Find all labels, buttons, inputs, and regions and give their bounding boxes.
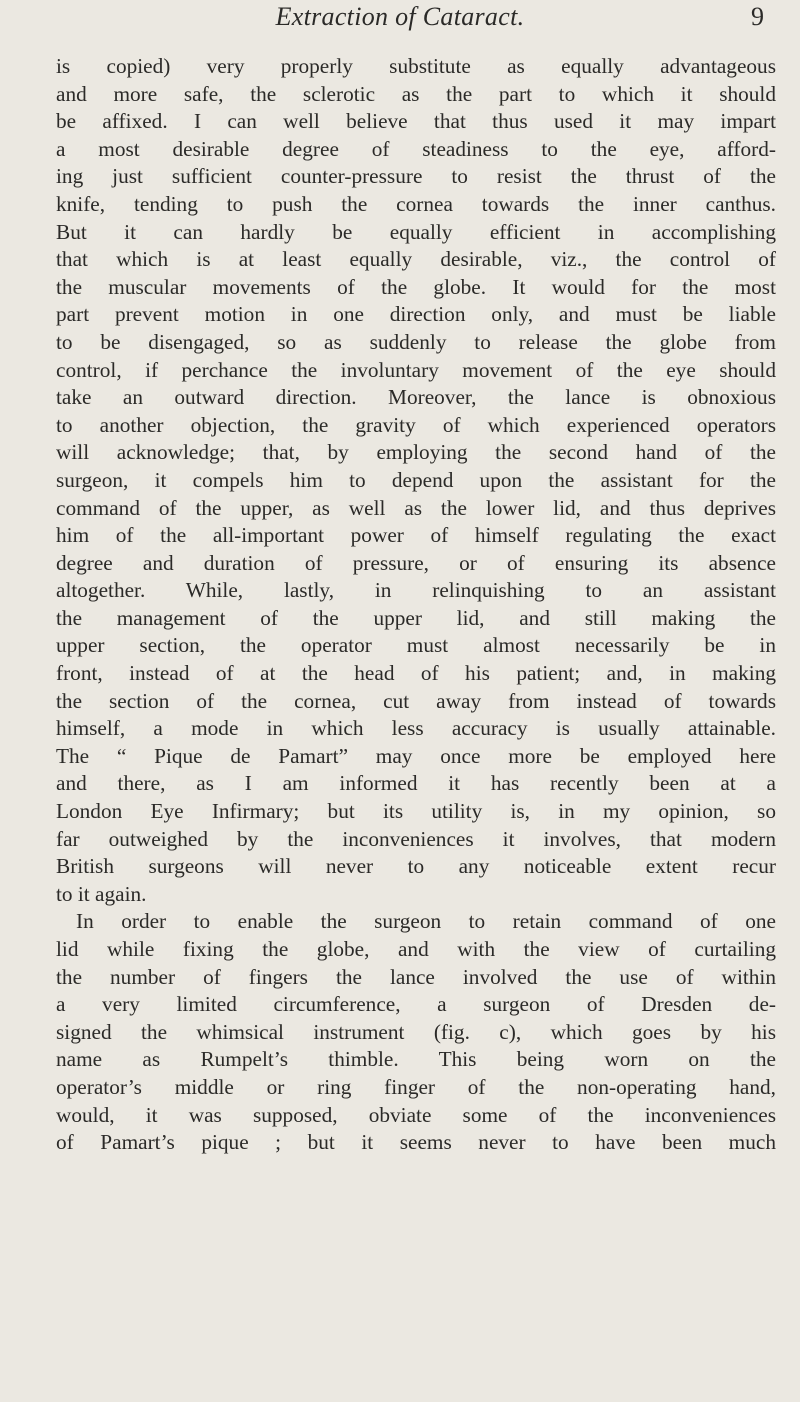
text-line: him of the all-important power of himself regulating the exact	[56, 523, 776, 548]
text-line: knife, tending to push the cornea towards the inner canthus.	[56, 191, 776, 216]
text-line: signed the whimsical instrument (fig. c), which goes by his	[56, 1019, 776, 1044]
text-line: front, instead of at the head of his patient; and, in making	[56, 661, 776, 686]
text-line: command of the upper, as well as the lower lid, and thus deprives	[56, 495, 776, 520]
text-line: upper section, the operator must almost necessarily be in	[56, 633, 776, 658]
running-header	[0, 2, 800, 32]
text-line: take an outward direction. Moreover, the lance is obnoxious	[56, 385, 776, 410]
text-line: will acknowledge; that, by employing the second hand of the	[56, 440, 776, 465]
text-line: altogether. While, lastly, in relinquishing to an assistant	[56, 578, 776, 603]
text-line: British surgeons will never to any noticeable extent recur	[56, 854, 776, 879]
text-line: a very limited circumference, a surgeon of Dresden de-	[56, 992, 776, 1017]
body-text	[56, 53, 776, 1157]
paragraph-start-line: In order to enable the surgeon to retain command of one	[76, 909, 776, 934]
text-line: London Eye Infirmary; but its utility is, in my opinion, so	[56, 799, 776, 824]
text-line: the management of the upper lid, and still making the	[56, 605, 776, 630]
text-line: control, if perchance the involuntary movement of the eye should	[56, 357, 776, 382]
running-title: Extraction of Cataract.	[275, 2, 525, 31]
text-line: the number of fingers the lance involved the use of within	[56, 964, 776, 989]
text-line: degree and duration of pressure, or of ensuring its absence	[56, 550, 776, 575]
text-line: lid while fixing the globe, and with the view of curtailing	[56, 937, 776, 961]
text-line: a most desirable degree of steadiness to the eye, afford-	[56, 136, 776, 161]
text-line: to another objection, the gravity of which experienced operators	[56, 412, 776, 437]
text-line: and more safe, the sclerotic as the part to which it should	[56, 81, 776, 106]
paragraph-end-line: to it again.	[56, 881, 147, 906]
text-line: The “ Pique de Pamart” may once more be employed here	[56, 743, 776, 768]
text-line: operator’s middle or ring finger of the non-operating hand,	[56, 1074, 776, 1099]
text-line: of Pamart’s pique ; but it seems never to have been much	[56, 1130, 776, 1155]
text-line: ing just sufficient counter-pressure to resist the thrust of the	[56, 164, 776, 189]
text-line: the muscular movements of the globe. It would for the most	[56, 274, 776, 299]
text-line: the section of the cornea, cut away from instead of towards	[56, 688, 776, 713]
text-line: far outweighed by the inconveniences it involves, that modern	[56, 826, 776, 851]
text-line: that which is at least equally desirable, viz., the control of	[56, 247, 776, 272]
text-line: to be disengaged, so as suddenly to release the globe from	[56, 329, 776, 354]
text-line: would, it was supposed, obviate some of the inconveniences	[56, 1102, 776, 1127]
text-line: himself, a mode in which less accuracy is usually attainable.	[56, 716, 776, 741]
text-line: surgeon, it compels him to depend upon the assistant for the	[56, 467, 776, 492]
text-line: and there, as I am informed it has recently been at a	[56, 771, 776, 796]
text-line: is copied) very properly substitute as equally advantageous	[56, 54, 776, 78]
text-line: But it can hardly be equally efficient in accomplishing	[56, 219, 776, 244]
text-line: name as Rumpelt’s thimble. This being worn on the	[56, 1047, 776, 1072]
text-line: be affixed. I can well believe that thus used it may impart	[56, 109, 776, 134]
text-line: part prevent motion in one direction only, and must be liable	[56, 302, 776, 327]
page-number: 9	[751, 2, 764, 31]
